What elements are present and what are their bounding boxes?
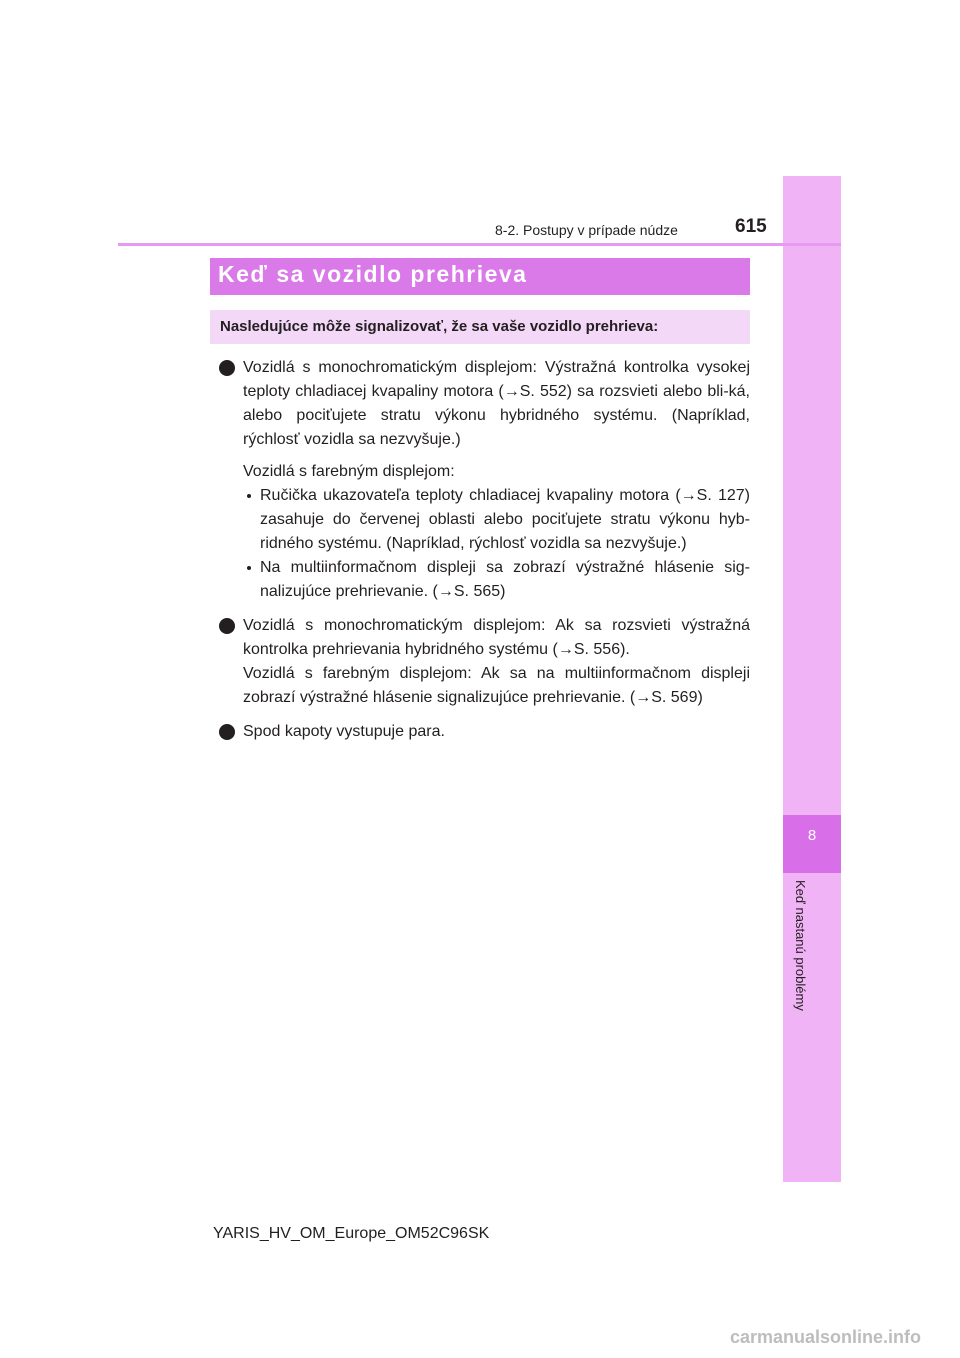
list-item — [210, 356, 750, 604]
chapter-label: Keď nastanú problémy — [793, 880, 808, 1011]
bullet-icon — [219, 724, 235, 740]
list-item — [210, 614, 750, 710]
sub-item-text: Na multiinformačnom displeji sa zobrazí výstražné hlásenie sig-nalizujúce prehrievanie. (→S. 565) — [260, 559, 750, 600]
header-rule — [118, 243, 841, 246]
sub-item-text: Ručička ukazovateľa teploty chladiacej kvapaliny motora (→S. 127) zasahuje do červenej oblasti alebo pociťujete stratu výkonu hyb-ridného systému. (Napríklad, rýchlosť vozidla sa nezvyšuje.) — [260, 487, 750, 552]
content-body — [210, 356, 750, 754]
item-text-secondary: Vozidlá s farebným displejom: Ak sa na multiinformačnom displeji zobrazí výstražné hlásenie signalizujúce prehrievanie. (→S. 569) — [243, 665, 750, 706]
sub-list-item — [243, 556, 750, 604]
item-text: Vozidlá s monochromatickým displejom: Ak sa rozsvieti výstražná kontrolka prehrievania hybridného systému (→S. 556). — [243, 617, 750, 658]
item-subhead: Vozidlá s farebným displejom: — [243, 463, 455, 480]
dot-icon — [247, 566, 251, 570]
item-text: Vozidlá s monochromatickým displejom: Výstražná kontrolka vysokej teploty chladiacej kvapaliny motora (→S. 552) sa rozsvieti alebo bli-ká, alebo pociťujete stratu výkonu hybridného systému. (Napríklad, rýchlosť vozidla sa nezvyšuje.) — [243, 359, 750, 448]
bullet-icon — [219, 618, 235, 634]
sub-list-item — [243, 484, 750, 556]
page-number: 615 — [735, 216, 767, 237]
chapter-number: 8 — [807, 827, 817, 844]
footer-code: YARIS_HV_OM_Europe_OM52C96SK — [213, 1225, 490, 1242]
intro-text: Nasledujúce môže signalizovať, že sa vaše vozidlo prehrieva: — [220, 318, 659, 335]
sub-list — [243, 484, 750, 604]
chapter-tab-marker — [783, 815, 841, 873]
item-text: Spod kapoty vystupuje para. — [243, 723, 445, 740]
watermark: carmanualsonline.info — [730, 1327, 922, 1347]
list-item — [210, 720, 750, 744]
bullet-icon — [219, 360, 235, 376]
dot-icon — [247, 494, 251, 498]
section-title: Keď sa vozidlo prehrieva — [218, 261, 528, 287]
breadcrumb: 8-2. Postupy v prípade núdze — [495, 222, 678, 238]
